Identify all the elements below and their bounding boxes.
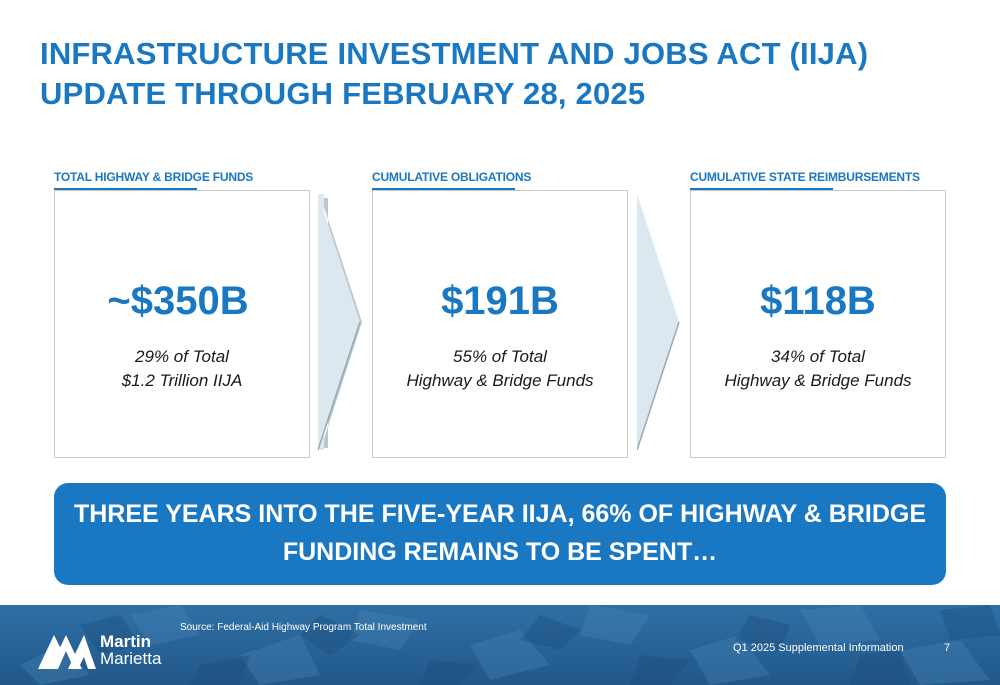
value-total-funds: ~$350B bbox=[107, 279, 249, 323]
title-line-1: INFRASTRUCTURE INVESTMENT AND JOBS ACT (IIJA) bbox=[40, 36, 869, 71]
card-obligations bbox=[372, 190, 628, 458]
card-reimbursements bbox=[690, 190, 946, 458]
page-number: 7 bbox=[944, 642, 951, 654]
banner-line-1: THREE YEARS INTO THE FIVE-YEAR IIJA, 66% OF HIGHWAY & BRIDGE bbox=[73, 500, 926, 528]
subtext-line-2: $1.2 Trillion IIJA bbox=[121, 371, 243, 390]
martin-marietta-logo-mark bbox=[38, 627, 96, 669]
subtext-obligations bbox=[373, 345, 627, 393]
supplemental-label: Q1 2025 Supplemental Information bbox=[733, 642, 904, 654]
banner-line-2: FUNDING REMAINS TO BE SPENT… bbox=[282, 538, 718, 566]
column-heading-reimbursements: CUMULATIVE STATE REIMBURSEMENTS bbox=[690, 170, 920, 184]
subtext-line-2: Highway & Bridge Funds bbox=[724, 371, 912, 390]
subtext-line-2: Highway & Bridge Funds bbox=[406, 371, 594, 390]
card-total-funds bbox=[54, 190, 310, 458]
logo-word-marietta: Marietta bbox=[100, 649, 162, 668]
title-line-2: UPDATE THROUGH FEBRUARY 28, 2025 bbox=[40, 76, 646, 111]
page-title bbox=[40, 34, 940, 114]
chevron-right-icon bbox=[318, 192, 366, 454]
value-reimbursements: $118B bbox=[760, 279, 876, 323]
subtext-total-funds bbox=[55, 345, 309, 393]
subtext-reimbursements bbox=[691, 345, 945, 393]
subtext-line-1: 29% of Total bbox=[135, 347, 229, 366]
column-heading-obligations: CUMULATIVE OBLIGATIONS bbox=[372, 170, 532, 184]
column-heading-total-funds: TOTAL HIGHWAY & BRIDGE FUNDS bbox=[54, 170, 254, 184]
footer-bar bbox=[0, 605, 1000, 685]
subtext-line-1: 34% of Total bbox=[771, 347, 865, 366]
subtext-line-1: 55% of Total bbox=[453, 347, 547, 366]
logo-word-martin: Martin bbox=[100, 632, 151, 651]
chevron-right-icon bbox=[637, 192, 685, 454]
value-obligations: $191B bbox=[441, 279, 559, 323]
source-note: Source: Federal-Aid Highway Program Total Investment bbox=[180, 622, 427, 633]
summary-banner bbox=[54, 483, 946, 585]
